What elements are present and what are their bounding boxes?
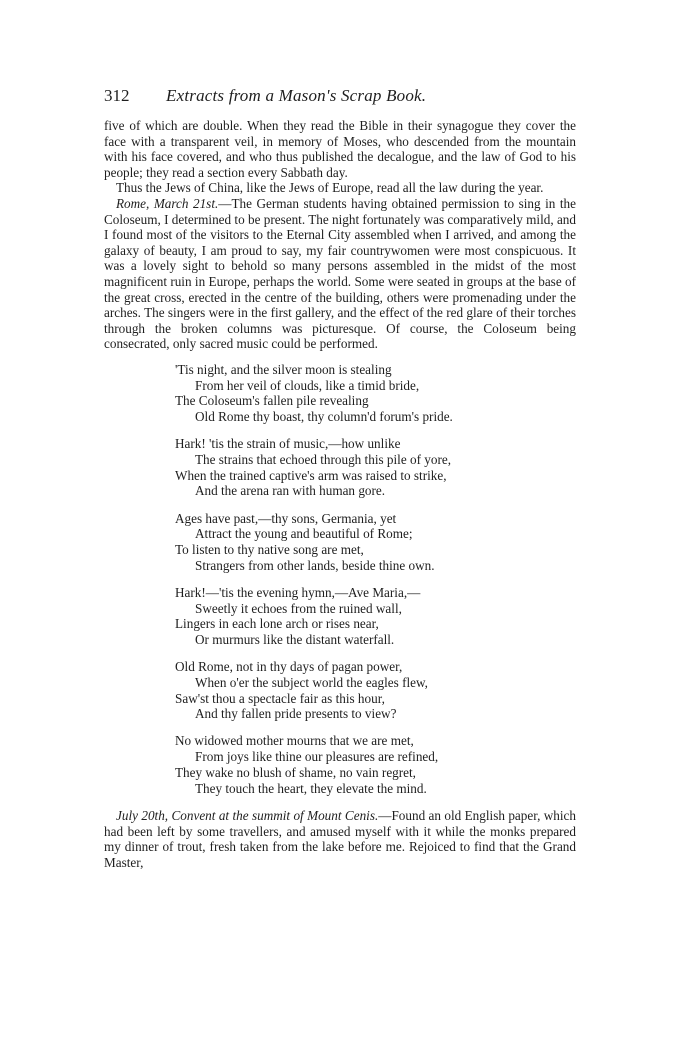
poem-line: When o'er the subject world the eagles flew,	[195, 674, 428, 690]
poem-line: Hark!—'tis the evening hymn,—Ave Maria,—	[175, 584, 421, 600]
paragraph-synagogue: five of which are double. When they read the Bible in their synagogue they cover the face with a transparent veil, in memory of Moses, who descended from the mountain with his face covered, and who thus published the decalogue, and the law of God to his people; they read a section every Sabbath day.	[104, 118, 576, 180]
poem-line: 'Tis night, and the silver moon is stealing	[175, 361, 392, 377]
page-number: 312	[104, 86, 130, 105]
poem-line: They wake no blush of shame, no vain regret,	[175, 764, 416, 780]
running-title: Extracts from a Mason's Scrap Book.	[166, 86, 427, 105]
poem-line: When the trained captive's arm was raised to strike,	[175, 467, 447, 483]
poem-line: Saw'st thou a spectacle fair as this hour,	[175, 690, 385, 706]
entry-date-mount-cenis: July 20th, Convent at the summit of Mount Cenis.	[116, 808, 379, 824]
poem-line: Hark! 'tis the strain of music,—how unlike	[175, 436, 401, 452]
entry-body-rome: —The German students having obtained permission to sing in the Coloseum, I determined to be present. The night fortunately was comparatively mild, and I found most of the visitors to the Eternal City assembled when I arrived, and among the galaxy of beauty, I am proud to say, my fair countrywomen were most conspicuous. It was a lovely sight to behold so many persons assembled in the midst of the most magnificent ruin in Europe, perhaps the world. Some were seated in groups at the base of the great cross, erected in the centre of the building, others were promenading under the arches. The singers were in the first gallery, and the effect of the red glare of their torches through the broken columns was picturesque. Of course, the Coloseum being consecrated, only sacred music could be performed.	[104, 195, 576, 352]
paragraph-jews-of-china: Thus the Jews of China, like the Jews of Europe, read all the law during the year.	[116, 180, 544, 196]
poem-line: Old Rome, not in thy days of pagan power,	[175, 659, 403, 675]
poem-stanza-6	[175, 733, 576, 796]
poem-line: And the arena ran with human gore.	[195, 483, 386, 499]
poem-line: Old Rome thy boast, thy column'd forum's pride.	[195, 409, 453, 425]
poem-line: Sweetly it echoes from the ruined wall,	[195, 600, 402, 616]
poem-line: Attract the young and beautiful of Rome;	[195, 526, 413, 542]
poem-stanza-3	[175, 511, 576, 574]
entry-date-rome: Rome, March 21st.	[116, 195, 219, 211]
poem-line: The Coloseum's fallen pile revealing	[175, 393, 369, 409]
poem-line: From her veil of clouds, like a timid bride,	[195, 377, 420, 393]
poem-line: Strangers from other lands, beside thine own.	[195, 557, 435, 573]
poem-stanza-4	[175, 585, 576, 648]
poem-line: No widowed mother mourns that we are met,	[175, 733, 414, 749]
poem-stanza-5	[175, 659, 576, 722]
prose-bottom	[104, 808, 576, 870]
poem-line: From joys like thine our pleasures are refined,	[195, 749, 439, 765]
page-header	[104, 86, 576, 112]
poem-line: Ages have past,—thy sons, Germania, yet	[175, 510, 397, 526]
poem-line: The strains that echoed through this pile of yore,	[195, 451, 451, 467]
entry-body-mount-cenis: —Found an old English paper, which had been left by some travellers, and amused myself with it while the monks prepared my dinner of trout, fresh taken from the lake before me. Rejoiced to find that the Grand Master,	[104, 808, 576, 871]
poem-stanza-2	[175, 436, 576, 499]
poem-line: To listen to thy native song are met,	[175, 541, 364, 557]
paragraph-rome-entry	[104, 196, 576, 352]
poem-line: Lingers in each lone arch or rises near,	[175, 616, 379, 632]
poem-line: They touch the heart, they elevate the mind.	[195, 780, 427, 796]
prose-top	[104, 118, 576, 352]
poem-line: Or murmurs like the distant waterfall.	[195, 631, 395, 647]
poem-line: And thy fallen pride presents to view?	[195, 706, 397, 722]
book-page	[104, 86, 576, 871]
paragraph-mount-cenis-entry	[104, 808, 576, 870]
poem-stanza-1	[175, 362, 576, 425]
poem	[175, 362, 576, 796]
